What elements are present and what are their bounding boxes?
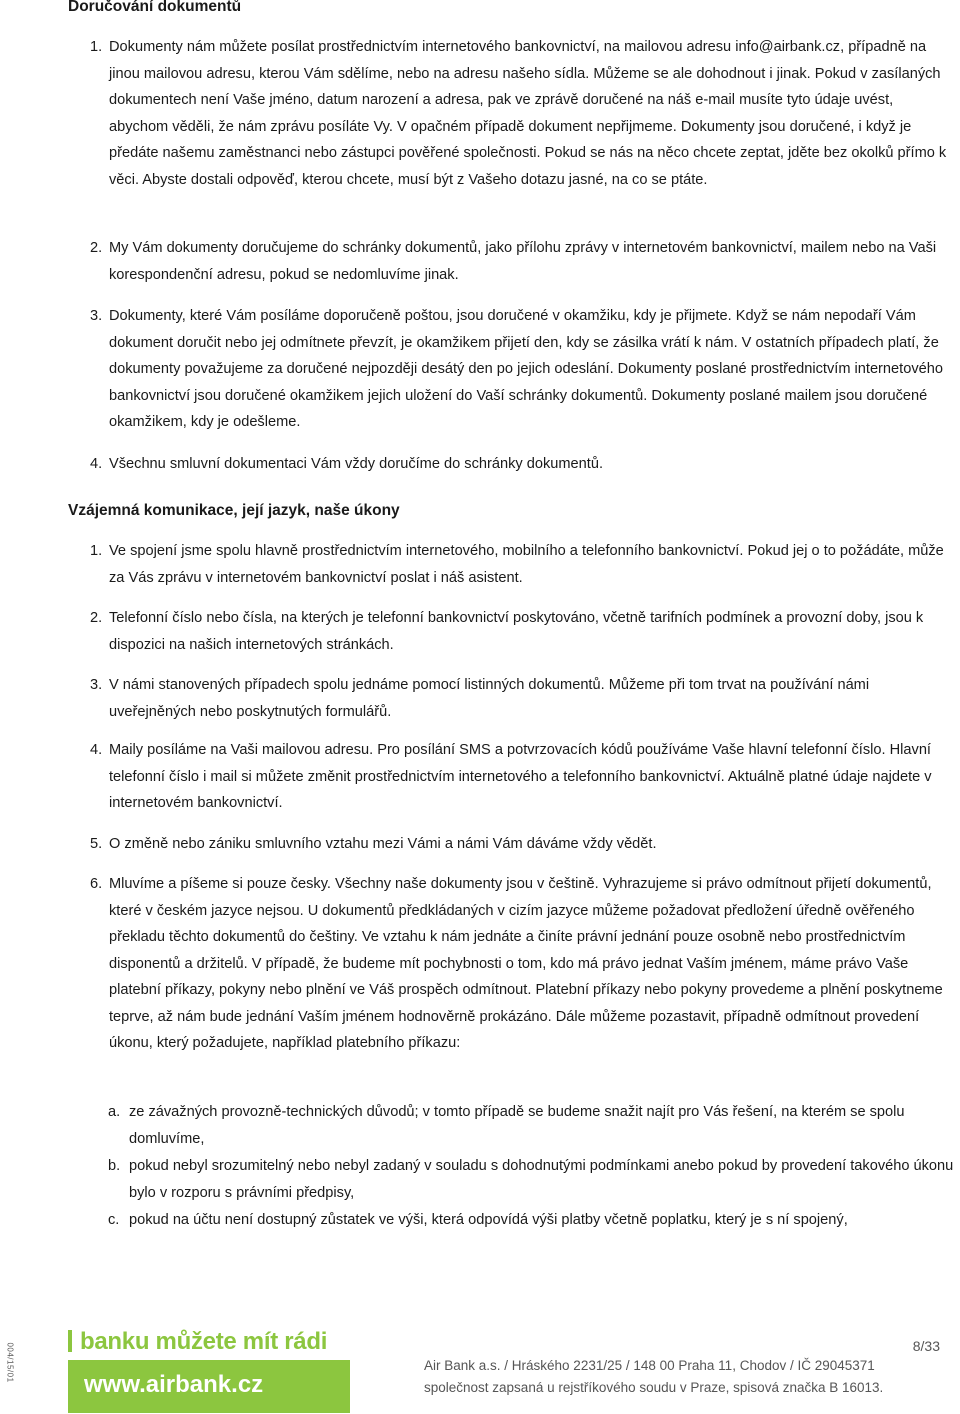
item-number: 4. [90, 456, 103, 472]
list-item [88, 605, 952, 658]
sub-item-text: ze závažných provozně-technických důvodů; v tomto případě se budeme snažit najít pro Vás řešení, na kterém se spolu domluvíme, [129, 1104, 905, 1147]
slogan-text: banku můžete mít rádi [80, 1328, 328, 1355]
list-item [88, 34, 952, 193]
company-registry: společnost zapsaná u rejstříkového soudu v Praze, spisová značka B 16013. [424, 1380, 884, 1395]
item-number: 1. [90, 39, 103, 55]
company-address: Air Bank a.s. / Hráského 2231/25 / 148 00 Praha 11, Chodov / IČ 29045371 [424, 1358, 875, 1373]
document-code: 004/15/01 [5, 1342, 15, 1383]
list-item [88, 538, 952, 591]
item-number: 5. [90, 836, 103, 852]
item-text: Maily posíláme na Vaši mailovou adresu. Pro posílání SMS a potvrzovacích kódů používáme Vaše hlavní telefonní číslo. Hlavní telefonní číslo i mail si můžete změnit prostřednictvím internetového a telefonního bankovnictví. Aktuálně platné údaje najdete v internetovém bankovnictví. [109, 742, 932, 811]
list-item [88, 831, 952, 858]
item-number: 2. [90, 610, 103, 626]
sub-item-letter: a. [108, 1104, 121, 1120]
item-text: Všechnu smluvní dokumentaci Vám vždy doručíme do schránky dokumentů. [109, 456, 603, 472]
sub-list-item [108, 1153, 958, 1206]
item-number: 4. [90, 742, 103, 758]
list-item [88, 672, 952, 725]
sub-list-item [108, 1207, 958, 1234]
item-text: My Vám dokumenty doručujeme do schránky dokumentů, jako přílohu zprávy v internetovém bankovnictví, mailem nebo na Vaši korespondenční adresu, pokud se nedomluvíme jinak. [109, 240, 937, 283]
section-heading-delivery: Doručování dokumentů [68, 0, 242, 15]
list-item [88, 451, 952, 478]
list-item [88, 235, 952, 288]
item-text: Dokumenty nám můžete posílat prostřednictvím internetového bankovnictví, na mailovou adresu info@airbank.cz, případně na jinou mailovou adresu, kterou Vám sdělíme, nebo na adresu našeho sídla. Můžeme se ale dohodnout i jinak. Pokud v zasílaných dokumentech není Vaše jméno, datum narození a adresa, pak ve zprávě doručené na náš e-mail musíte tyto údaje uvést, abychom věděli, že nám zprávu posíláte Vy. V opačném případě dokument nepřijmeme. Dokumenty jsou doručené, i když je předáte našemu zaměstnanci nebo zástupci pověřené společnosti. Pokud se nás na něco chcete zeptat, jděte bez okolků přímo k věci. Abyste dostali odpověď, kterou chcete, musí být z Vašeho dotazu jasné, na co se ptáte. [109, 39, 947, 188]
website-url[interactable]: www.airbank.cz [84, 1371, 264, 1398]
item-text: Ve spojení jsme spolu hlavně prostřednictvím internetového, mobilního a telefonního bankovnictví. Pokud jej o to požádáte, může za Vás zprávu v internetovém bankovnictví poslat i náš asistent. [109, 543, 944, 586]
slogan-bar [68, 1330, 72, 1352]
item-number: 3. [90, 308, 103, 324]
item-text: Mluvíme a píšeme si pouze česky. Všechny naše dokumenty jsou v češtině. Vyhrazujeme si právo odmítnout přijetí dokumentů, které v českém jazyce nejsou. U dokumentů předkládaných v cizím jazyce můžeme požadovat předložení úředně ověřeného překladu těchto dokumentů do češtiny. Ve vztahu k nám jednáte a činíte právní jednání pouze osobně nebo prostřednictvím disponentů a držitelů. V případě, že budeme mít pochybnosti o tom, kdo má právo jednat Vaším jménem, máme právo Vaše platební příkazy, pokyny nebo plnění ve Váš prospěch odmítnout. Platební příkazy nebo pokyny provedeme a plnění poskytneme teprve, až nám bude jednání Vaším jménem hodnověrně prokázáno. Dále můžeme pozastavit, případně odmítnout provedení úkonu, který požadujete, například platebního příkazu: [109, 876, 943, 1051]
list-item [88, 737, 952, 817]
item-text: O změně nebo zániku smluvního vztahu mezi Vámi a námi Vám dáváme vždy vědět. [109, 836, 657, 852]
item-number: 2. [90, 240, 103, 256]
item-text: Dokumenty, které Vám posíláme doporučeně poštou, jsou doručené v okamžiku, kdy je přijmete. Když se nám nepodaří Vám dokument doručit nebo jej odmítnete převzít, je okamžikem přijetí den, kdy se zásilka vrátí k nám. V ostatních případech platí, že dokumenty považujeme za doručené nejpozději desátý den po jejich odeslání. Dokumenty poslané prostřednictvím internetového bankovnictví jsou doručené okamžikem jejich uložení do Vaší schránky dokumentů. Dokumenty poslané mailem jsou doručené okamžikem, kdy je odešleme. [109, 308, 943, 430]
slogan [68, 1328, 327, 1356]
sub-list-item [108, 1099, 958, 1152]
website-link[interactable] [68, 1360, 350, 1413]
item-text: Telefonní číslo nebo čísla, na kterých je telefonní bankovnictví poskytováno, včetně tarifních podmínek a provozní doby, jsou k dispozici na našich internetových stránkách. [109, 610, 924, 653]
list-item [88, 871, 952, 1057]
sub-item-text: pokud na účtu není dostupný zůstatek ve výši, která odpovídá výši platby včetně poplatku, který je s ní spojený, [129, 1212, 848, 1228]
sub-item-text: pokud nebyl srozumitelný nebo nebyl zadaný v souladu s dohodnutými podmínkami anebo pokud by provedení takového úkonu bylo v rozporu s právními předpisy, [129, 1158, 954, 1201]
page-number: 8/33 [912, 1338, 940, 1354]
section-heading-communication: Vzájemná komunikace, její jazyk, naše úkony [68, 502, 400, 519]
item-number: 6. [90, 876, 103, 892]
item-number: 1. [90, 543, 103, 559]
item-text: V námi stanovených případech spolu jednáme pomocí listinných dokumentů. Můžeme při tom trvat na používání námi uveřejněných nebo poskytnutých formulářů. [109, 677, 870, 720]
sub-item-letter: c. [108, 1212, 120, 1228]
sub-item-letter: b. [108, 1158, 121, 1174]
item-number: 3. [90, 677, 103, 693]
list-item [88, 303, 952, 436]
